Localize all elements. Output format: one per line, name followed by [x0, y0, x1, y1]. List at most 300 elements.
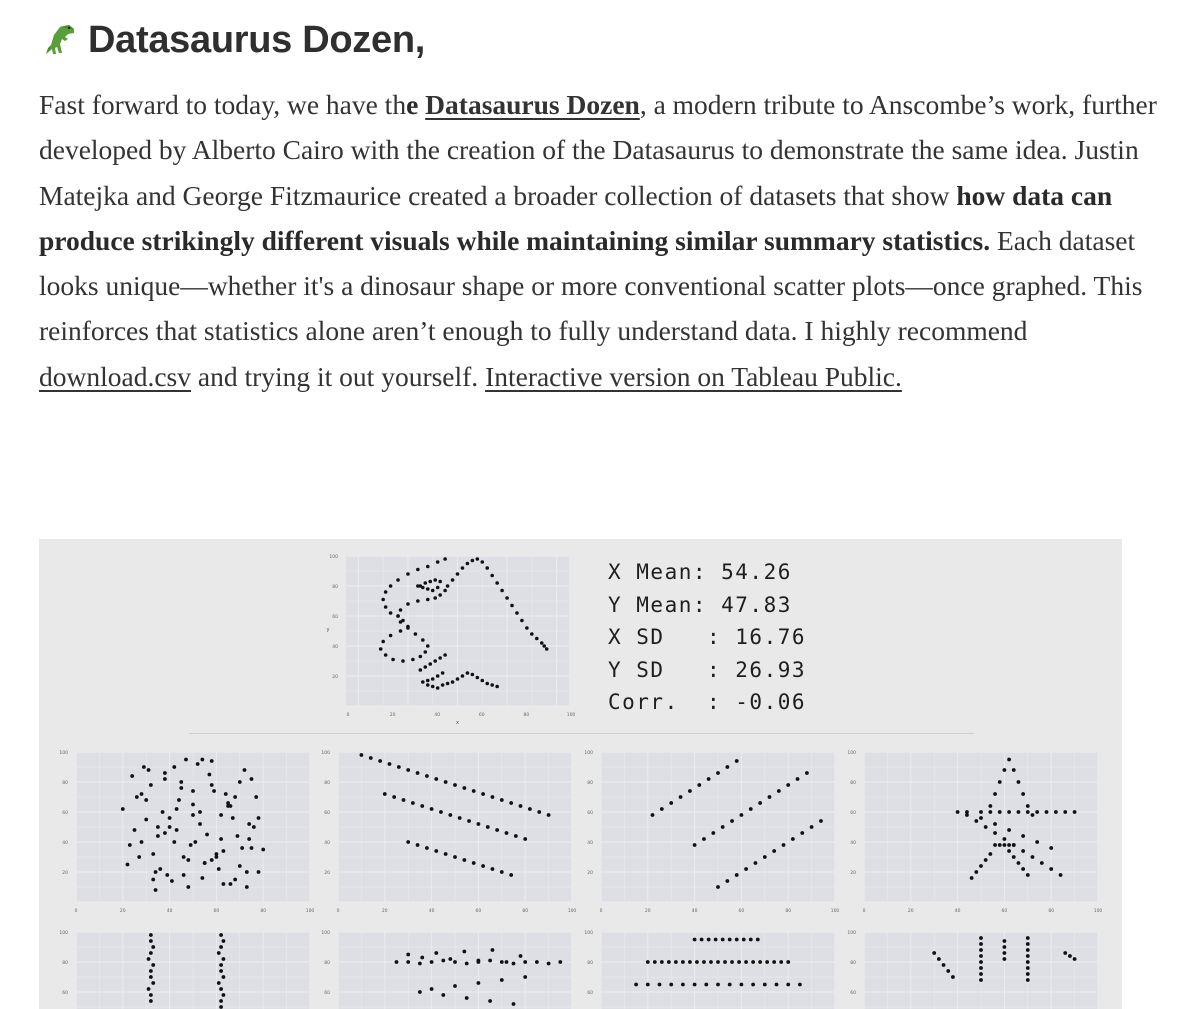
data-point: [704, 983, 708, 987]
data-point: [535, 637, 539, 641]
data-point: [695, 960, 699, 964]
data-point: [426, 598, 430, 602]
data-point: [735, 873, 739, 877]
data-point: [979, 978, 983, 982]
data-point: [786, 960, 790, 964]
data-point: [434, 951, 438, 955]
data-point: [1026, 810, 1030, 814]
data-point: [772, 960, 776, 964]
data-point: [222, 975, 226, 979]
data-point: [1021, 834, 1025, 838]
data-point: [186, 885, 190, 889]
y-mean-stat: Y Mean: 47.83: [608, 592, 792, 617]
data-point: [471, 673, 475, 677]
x-tick-label: 60: [738, 909, 745, 914]
y-tick-label: 100: [329, 555, 338, 560]
data-point: [462, 786, 466, 790]
x-tick-label: 60: [213, 909, 220, 914]
data-point: [406, 840, 410, 844]
data-point: [744, 960, 748, 964]
data-point: [702, 837, 706, 841]
x-tick-label: 40: [434, 713, 441, 718]
data-point: [261, 848, 265, 852]
download-csv-link[interactable]: download.csv: [39, 360, 191, 392]
data-point: [481, 792, 485, 796]
data-point: [993, 822, 997, 826]
data-point: [775, 983, 779, 987]
data-point: [946, 969, 950, 973]
data-point: [416, 843, 420, 847]
data-point: [688, 789, 692, 793]
data-point: [423, 665, 427, 669]
data-point: [165, 873, 169, 877]
divider-line: [189, 733, 974, 734]
data-point: [179, 780, 183, 784]
y-tick-label: 60: [62, 991, 68, 996]
data-point: [448, 813, 452, 817]
data-point: [932, 951, 936, 955]
y-tick-label: 60: [587, 811, 593, 816]
data-point: [758, 960, 762, 964]
correlation-stat: Corr. : -0.06: [608, 690, 807, 714]
data-point: [379, 647, 383, 651]
data-point: [500, 960, 504, 964]
x-tick-label: 60: [1001, 909, 1008, 914]
x-tick-label: 80: [785, 909, 792, 914]
x-tick-label: 20: [644, 909, 651, 914]
datasaurus-dozen-link[interactable]: Datasaurus Dozen: [425, 89, 640, 120]
data-point: [170, 879, 174, 883]
data-point: [389, 611, 393, 615]
data-point: [421, 680, 425, 684]
data-point: [399, 608, 403, 612]
y-tick-label: 80: [850, 961, 856, 966]
y-tick-label: 100: [59, 931, 68, 936]
data-point: [466, 562, 470, 566]
data-point: [465, 962, 469, 966]
data-point: [730, 960, 734, 964]
data-point: [219, 963, 223, 967]
data-point: [481, 864, 485, 868]
y-tick-label: 60: [850, 811, 856, 816]
data-point: [436, 686, 440, 690]
data-point: [219, 1005, 223, 1009]
data-point: [458, 816, 462, 820]
data-point: [414, 632, 418, 636]
data-point: [226, 804, 230, 808]
data-point: [537, 810, 541, 814]
y-tick-label: 40: [587, 841, 593, 846]
data-point: [465, 996, 469, 1000]
data-point: [149, 783, 153, 787]
y-tick-label: 60: [332, 615, 338, 620]
data-point: [172, 765, 176, 769]
data-point: [247, 822, 251, 826]
data-point: [186, 858, 190, 862]
data-point: [441, 671, 445, 675]
data-point: [1068, 954, 1072, 958]
data-point: [430, 807, 434, 811]
data-point: [1026, 936, 1030, 940]
y-tick-label: 20: [324, 871, 330, 876]
data-point: [401, 659, 405, 663]
data-point: [1017, 810, 1021, 814]
data-point: [1073, 810, 1077, 814]
data-point: [777, 789, 781, 793]
data-point: [389, 634, 393, 638]
x-mean-stat: X Mean: 54.26: [608, 560, 792, 584]
data-point: [441, 683, 445, 687]
data-point: [768, 795, 772, 799]
data-point: [212, 789, 216, 793]
data-point: [444, 780, 448, 784]
data-point: [693, 983, 697, 987]
data-point: [800, 831, 804, 835]
data-point: [723, 960, 727, 964]
data-point: [667, 960, 671, 964]
data-point: [730, 819, 734, 823]
data-point: [224, 792, 228, 796]
data-point: [154, 888, 158, 892]
data-point: [956, 810, 960, 814]
data-point: [942, 963, 946, 967]
data-point: [443, 589, 447, 593]
data-point: [979, 966, 983, 970]
data-point: [779, 960, 783, 964]
data-point: [443, 653, 447, 657]
data-point: [168, 816, 172, 820]
data-point: [453, 855, 457, 859]
data-point: [240, 846, 244, 850]
data-point: [545, 647, 549, 651]
data-point: [207, 773, 211, 777]
data-point: [486, 825, 490, 829]
data-point: [471, 559, 475, 563]
data-point: [406, 626, 410, 630]
data-point: [535, 960, 539, 964]
data-point: [416, 771, 420, 775]
paragraph-text: Each dataset looks unique—whether it's a dinosaur shape or more conventional scatter plots—once graphed. This reinforces that statistics alone aren’t enough to fully understand data. I highly recommend: [39, 224, 1143, 347]
x-tick-label: 40: [691, 909, 698, 914]
data-point: [725, 765, 729, 769]
tableau-public-link[interactable]: Interactive version on Tableau Public.: [485, 360, 902, 392]
data-point: [420, 804, 424, 808]
data-point: [1003, 837, 1007, 841]
data-point: [697, 783, 701, 787]
data-point: [142, 765, 146, 769]
data-point: [1063, 810, 1067, 814]
data-point: [791, 837, 795, 841]
data-point: [728, 938, 732, 942]
y-tick-label: 20: [62, 871, 68, 876]
data-point: [446, 584, 450, 588]
x-tick-label: 20: [381, 909, 388, 914]
data-point: [765, 960, 769, 964]
data-point: [1007, 843, 1011, 847]
data-point: [702, 960, 706, 964]
intro-paragraph: [39, 82, 1159, 399]
data-point: [495, 685, 499, 689]
data-point: [1021, 867, 1025, 871]
data-point: [151, 852, 155, 856]
y-tick-label: 20: [587, 871, 593, 876]
data-point: [151, 981, 155, 985]
data-point: [1026, 954, 1030, 958]
data-point: [222, 993, 226, 997]
data-point: [384, 590, 388, 594]
data-point: [679, 795, 683, 799]
data-point: [725, 879, 729, 883]
data-point: [988, 852, 992, 856]
data-point: [461, 566, 465, 570]
data-point: [438, 656, 442, 660]
data-point: [217, 951, 221, 955]
paragraph-bold: how data can produce strikingly different visuals while maintaining similar summary statistics.: [39, 179, 1113, 256]
data-point: [191, 789, 195, 793]
data-point: [714, 938, 718, 942]
data-point: [381, 640, 385, 644]
data-point: [149, 951, 153, 955]
data-point: [1026, 873, 1030, 877]
data-point: [1003, 939, 1007, 943]
data-point: [1073, 957, 1077, 961]
data-point: [396, 578, 400, 582]
data-point: [488, 999, 492, 1003]
data-point: [1026, 966, 1030, 970]
data-point: [979, 960, 983, 964]
data-point: [238, 864, 242, 868]
y-tick-label: 60: [850, 991, 856, 996]
data-point: [735, 938, 739, 942]
data-point: [735, 759, 739, 763]
data-point: [500, 870, 504, 874]
data-point: [1021, 849, 1025, 853]
data-point: [433, 596, 437, 600]
y-tick-label: 100: [584, 931, 593, 936]
data-point: [203, 861, 207, 865]
data-point: [182, 855, 186, 859]
data-point: [721, 938, 725, 942]
data-point: [222, 957, 226, 961]
data-point: [1003, 957, 1007, 961]
data-point: [979, 936, 983, 940]
data-point: [182, 873, 186, 877]
x-tick-label: 100: [566, 713, 576, 718]
data-point: [700, 938, 704, 942]
data-point: [215, 852, 219, 856]
data-point: [512, 962, 516, 966]
y-tick-label: 80: [324, 781, 330, 786]
data-point: [147, 987, 151, 991]
data-point: [168, 825, 172, 829]
data-point: [233, 878, 237, 882]
data-point: [658, 983, 662, 987]
data-point: [254, 795, 258, 799]
data-point: [466, 671, 470, 675]
data-point: [542, 644, 546, 648]
data-point: [998, 843, 1002, 847]
data-point: [198, 822, 202, 826]
paragraph-text: and trying it out yourself.: [191, 360, 486, 392]
data-point: [716, 885, 720, 889]
data-point: [389, 584, 393, 588]
data-point: [257, 870, 261, 874]
data-point: [740, 983, 744, 987]
data-point: [219, 999, 223, 1003]
data-point: [749, 807, 753, 811]
data-point: [198, 810, 202, 814]
data-point: [495, 828, 499, 832]
data-point: [1035, 840, 1039, 844]
data-point: [515, 611, 519, 615]
scatter-plots-grid: [39, 539, 1122, 1009]
data-point: [805, 771, 809, 775]
data-point: [222, 882, 226, 886]
data-point: [716, 983, 720, 987]
data-point: [431, 685, 435, 689]
data-point: [436, 586, 440, 590]
data-point: [425, 846, 429, 850]
data-point: [428, 580, 432, 584]
data-point: [154, 870, 158, 874]
data-point: [250, 777, 254, 781]
data-point: [453, 960, 457, 964]
y-sd-stat: Y SD : 26.93: [608, 657, 807, 682]
y-axis-label: y: [326, 627, 330, 633]
data-point: [547, 962, 551, 966]
data-point: [257, 816, 261, 820]
data-point: [1026, 804, 1030, 808]
x-tick-label: 0: [336, 909, 340, 914]
data-point: [200, 876, 204, 880]
data-point: [245, 885, 249, 889]
data-point: [418, 990, 422, 994]
data-point: [660, 807, 664, 811]
data-point: [993, 843, 997, 847]
y-tick-label: 40: [850, 841, 856, 846]
data-point: [222, 849, 226, 853]
data-point: [737, 960, 741, 964]
data-point: [149, 999, 153, 1003]
data-point: [388, 762, 392, 766]
data-point: [530, 632, 534, 636]
x-tick-label: 100: [1093, 909, 1103, 914]
data-point: [462, 950, 466, 954]
data-point: [416, 584, 420, 588]
data-point: [446, 682, 450, 686]
data-point: [383, 792, 387, 796]
data-point: [984, 825, 988, 829]
section-heading: [38, 14, 425, 66]
data-point: [540, 641, 544, 645]
data-point: [219, 837, 223, 841]
data-point: [451, 578, 455, 582]
data-point: [418, 962, 422, 966]
data-point: [749, 938, 753, 942]
x-tick-label: 40: [166, 909, 173, 914]
data-point: [456, 572, 460, 576]
data-point: [490, 683, 494, 687]
y-tick-label: 80: [850, 781, 856, 786]
data-point: [744, 867, 748, 871]
data-point: [1031, 855, 1035, 859]
data-point: [1007, 828, 1011, 832]
data-point: [979, 948, 983, 952]
data-point: [937, 957, 941, 961]
y-tick-label: 40: [62, 841, 68, 846]
data-point: [810, 825, 814, 829]
data-point: [431, 589, 435, 593]
data-point: [396, 614, 400, 618]
data-point: [391, 658, 395, 662]
data-point: [1017, 861, 1021, 865]
data-point: [523, 837, 527, 841]
data-point: [433, 659, 437, 663]
data-point: [472, 789, 476, 793]
data-point: [461, 674, 465, 678]
data-point: [707, 938, 711, 942]
data-point: [528, 807, 532, 811]
data-point: [156, 834, 160, 838]
data-point: [250, 846, 254, 850]
data-point: [175, 807, 179, 811]
data-point: [426, 565, 430, 569]
data-point: [149, 993, 153, 997]
data-point: [988, 804, 992, 808]
data-point: [1045, 810, 1049, 814]
x-tick-label: 0: [599, 909, 603, 914]
data-point: [426, 679, 430, 683]
data-point: [369, 756, 373, 760]
data-point: [681, 983, 685, 987]
data-point: [397, 765, 401, 769]
y-tick-label: 20: [332, 675, 338, 680]
data-point: [149, 933, 153, 937]
data-point: [1059, 873, 1063, 877]
data-point: [402, 798, 406, 802]
data-point: [688, 960, 692, 964]
data-point: [428, 662, 432, 666]
data-point: [772, 849, 776, 853]
data-point: [137, 855, 141, 859]
data-point: [1003, 768, 1007, 772]
data-point: [121, 807, 125, 811]
y-tick-label: 80: [587, 781, 593, 786]
data-point: [984, 858, 988, 862]
data-point: [420, 956, 424, 960]
data-point: [979, 972, 983, 976]
data-point: [716, 771, 720, 775]
data-point: [1026, 948, 1030, 952]
x-tick-label: 0: [862, 909, 866, 914]
data-point: [485, 566, 489, 570]
y-tick-label: 100: [321, 751, 330, 756]
data-point: [441, 993, 445, 997]
data-point: [406, 953, 410, 957]
data-point: [151, 878, 155, 882]
data-point: [1012, 843, 1016, 847]
data-point: [951, 975, 955, 979]
y-tick-label: 100: [584, 751, 593, 756]
data-point: [512, 1002, 516, 1006]
x-tick-label: 20: [907, 909, 914, 914]
data-point: [519, 804, 523, 808]
data-point: [1007, 758, 1011, 762]
data-point: [151, 963, 155, 967]
data-point: [247, 837, 251, 841]
data-point: [163, 777, 167, 781]
x-tick-label: 60: [475, 909, 482, 914]
